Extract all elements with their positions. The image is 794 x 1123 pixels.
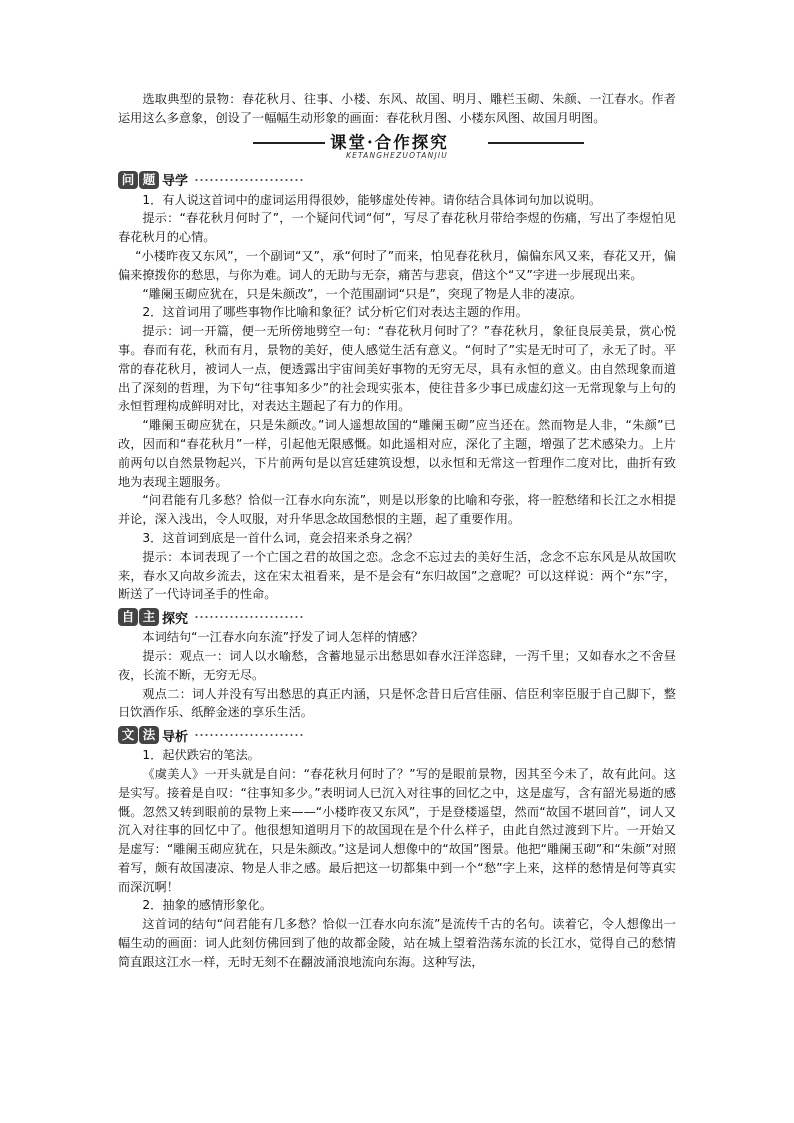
question-2: 2．这首词用了哪些事物作比喻和象征？试分析它们对表达主题的作用。 (142, 305, 528, 320)
heading-tail: 探究 (162, 611, 189, 627)
section-heading-wenti (118, 170, 676, 190)
heading-dotted-rule (194, 734, 304, 736)
banner-rule-left (253, 142, 325, 144)
explore-question: 本词结句“一江春水向东流”抒发了词人怎样的情感？ (142, 630, 424, 645)
heading-badge-char: 自 (118, 608, 138, 626)
answer-1-para-1: 提示：“春花秋月何时了”，一个疑问代词“何”，写尽了春花秋月带给李煜的伤痛，写出了李煜怕见春花秋月的心情。 (118, 211, 676, 245)
intro-paragraph: 选取典型的景物：春花秋月、往事、小楼、东风、故国、明月、雕栏玉砌、朱颜、一江春水。作者运用这么多意象，创设了一幅幅生动形象的画面：春花秋月图、小楼东风图、故国月明图。 (118, 92, 676, 125)
heading-badge-char: 文 (118, 726, 138, 744)
answer-1-para-2: “小楼昨夜又东风”，一个副词“又”，承“何时了”而来，怕见春花秋月，偏偏东风又来，春花又开，偏偏来撩拨你的愁思，与你为难。词人的无助与无奈，痛苦与悲哀，借这个“又”字进一步展现出来。 (118, 248, 676, 282)
answer-1-para-3: “雕阑玉砌应犹在，只是朱颜改”，一个范围副词“只是”，突现了物是人非的凄凉。 (142, 286, 583, 301)
heading-dotted-rule (194, 179, 304, 181)
heading-badge-char: 主 (139, 608, 159, 626)
technique-2-title: 2．抽象的感情形象化。 (142, 898, 273, 913)
banner-title: 课堂·合作探究 (330, 132, 449, 152)
banner-subtitle: KETANGHEZUOTANJIU (346, 150, 448, 160)
heading-badge-char: 法 (139, 726, 159, 744)
heading-tail: 导学 (162, 174, 189, 190)
heading-badge-char: 题 (139, 171, 159, 189)
section-heading-zizhu (118, 607, 676, 627)
answer-2-para-1: 提示：词一开篇，便一无所傍地劈空一句：“春花秋月何时了？”春花秋月，象征良辰美景，赏心悦事。春而有花，秋而有月，景物的美好，使人感觉生活有意义。“何时了”实是无时可了，永无了时。平常的春花秋月，被词人一点，便透露出宇宙间美好事物的无穷无尽，具有永恒的意义。由自然现象而道出了深刻的哲理，为下句“往事知多少”的社会现实张本，使往昔多少事已成虚幻这一无常现象与上句的永恒哲理构成鲜明对比，对表达主题起了有力的作用。 (118, 324, 676, 414)
answer-2-para-2: “雕阑玉砌应犹在，只是朱颜改。”词人遥想故国的“雕阑玉砌”应当还在。然而物是人非，“朱颜”已改，因而和“春花秋月”一样，引起他无限感慨。如此遥相对应，深化了主题，增强了艺术感染力。上片前两句以自然景物起兴，下片前两句是以宫廷建筑设想，以永恒和无常这一哲理作二度对比，曲折有致地为表现主题服务。 (118, 418, 676, 489)
technique-2-body: 这首词的结句“问君能有几多愁？恰似一江春水向东流”是流传千古的名句。读着它，令人想像出一幅生动的画面：词人此刻仿佛回到了他的故都金陵，站在城上望着浩荡东流的长江水，觉得自己的愁情简直跟这江水一样，无时无刻不在翻波涌浪地流向东海。这种写法， (118, 917, 676, 969)
section-heading-wenfa (118, 725, 676, 745)
section-banner (118, 132, 676, 162)
answer-3: 提示：本词表现了一个亡国之君的故国之恋。念念不忘过去的美好生活，念念不忘东风是从故国吹来，春水又向故乡流去，这在宋太祖看来，是不是会有“东归故国”之意呢？可以这样说：两个“东”字，断送了一代诗词圣手的性命。 (118, 549, 676, 602)
technique-1-body: 《虞美人》一开头就是自问：“春花秋月何时了？”写的是眼前景物，因其至今未了，故有此问。这是实写。接着是自叹：“往事知多少。”表明词人已沉入对往事的回忆之中，这是虚写，含有韶光易逝的感慨。忽然又转到眼前的景物上来——“小楼昨夜又东风”，于是登楼遥望，然而“故国不堪回首”，词人又沉入对往事的回忆中了。他很想知道明月下的故国现在是个什么样子，由此自然过渡到下片。一开始又是虚写：“雕阑玉砌应犹在，只是朱颜改。”这是词人想像中的“故国”图景。他把“雕阑玉砌”和“朱颜”对照着写，颇有故国凄凉、物是人非之感。最后把这一切都集中到一个“愁”字上来，这样的愁情是何等真实而深沉啊！ (118, 766, 676, 894)
question-1: 1．有人说这首词中的虚词运用得很妙，能够虚处传神。请你结合具体词句加以说明。 (142, 192, 602, 207)
heading-badge-char: 问 (118, 171, 138, 189)
banner-rule-right (488, 142, 584, 144)
question-3: 3．这首词到底是一首什么词，竟会招来杀身之祸？ (142, 530, 419, 545)
explore-view-1: 提示：观点一：词人以水喻愁，含蓄地显示出愁思如春水汪洋恣肆，一泻千里；又如春水之不舍昼夜，长流不断，无穷无尽。 (118, 648, 676, 682)
technique-1-title: 1．起伏跌宕的笔法。 (142, 748, 260, 763)
heading-dotted-rule (194, 616, 304, 618)
explore-view-2: 观点二：词人并没有写出愁思的真正内涵，只是怀念昔日后宫佳丽、信臣利宰臣服于自己脚下，整日饮酒作乐、纸醉金迷的享乐生活。 (118, 686, 676, 720)
heading-tail: 导析 (162, 729, 189, 745)
content-column (118, 90, 676, 972)
answer-2-para-3: “问君能有几多愁？恰似一江春水向东流”，则是以形象的比喻和夸张，将一腔愁绪和长江之水相提并论，深入浅出，令人叹服，对升华思念故国愁恨的主题，起了重要作用。 (118, 493, 676, 527)
